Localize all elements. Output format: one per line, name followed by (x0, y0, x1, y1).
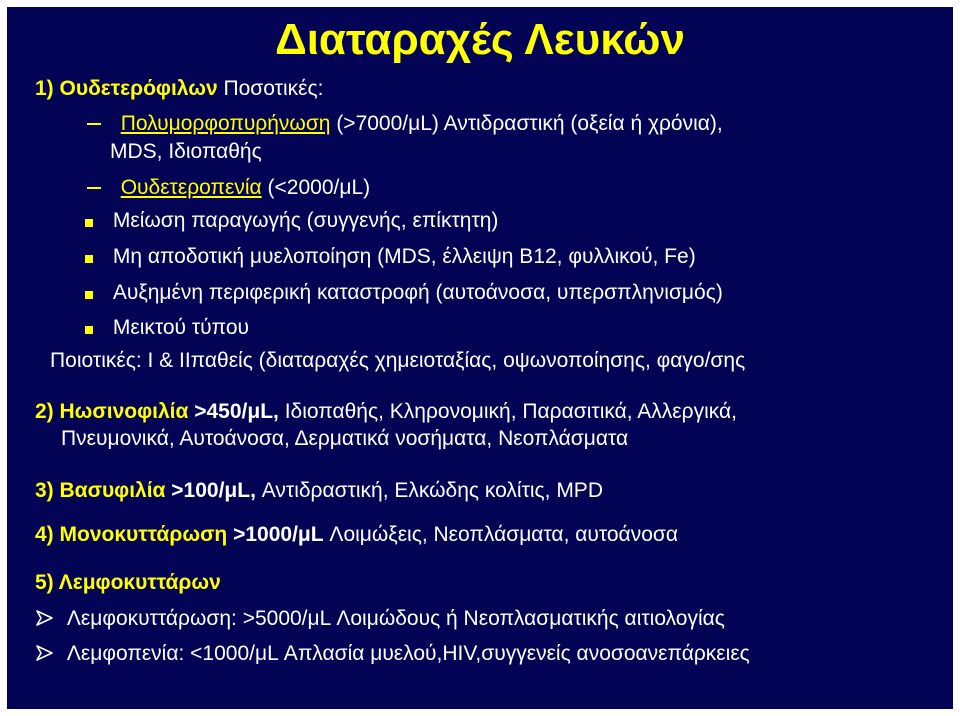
arrow-bullet-icon (35, 644, 55, 662)
lymphocyte-text: Λεμφοπενία: <1000/μL Απλασία μυελού,HIV,συγγενείς ανοσοανεπάρκειες (66, 642, 750, 665)
section-lymphocytes-heading: 5) Λεμφοκυττάρων (35, 571, 221, 594)
square-bullet-icon (85, 219, 93, 227)
dash-bullet-icon (87, 123, 101, 125)
cause-item (85, 244, 696, 270)
section-text-cont: Πνευμονικά, Αυτοάνοσα, Δερματικά νοσήματα, Νεοπλάσματα (61, 427, 629, 450)
cause-text: Μεικτού τύπου (112, 316, 249, 339)
qualitative-text: Ι & ΙΙπαθείς (διαταραχές χημειοταξίας, οψωνοποίησης, φαγο/σης (141, 349, 746, 372)
qualitative-line (50, 348, 745, 374)
lymphocyte-item (35, 606, 725, 632)
cause-text: Αυξημένη περιφερική καταστροφή (αυτοάνοσα, υπερσπληνισμός) (112, 281, 723, 304)
threshold-value: >100/μL, (165, 479, 256, 502)
neutropenia-line (87, 175, 370, 201)
polymorphonucleosis-term: Πολυμορφοπυρήνωση (120, 112, 331, 135)
lymphocyte-text: Λεμφοκυττάρωση: >5000/μL Λοιμώδους ή Νεοπλασματικής αιτιολογίας (66, 607, 725, 630)
section-heading: 4) Μονοκυττάρωση (35, 523, 228, 546)
section-basophilia (35, 478, 603, 504)
polymorphonucleosis-text: (>7000/μL) Αντιδραστική (οξεία ή χρόνια), (330, 112, 723, 135)
polymorphonucleosis-line (87, 111, 723, 137)
cause-item (85, 315, 249, 341)
slide (7, 7, 953, 709)
arrow-bullet-icon (35, 609, 55, 627)
cause-item (85, 280, 723, 306)
section-text: Αντιδραστική, Ελκώδης κολίτις, MPD (255, 479, 603, 502)
square-bullet-icon (85, 326, 93, 334)
section-text: Ιδιοπαθής, Κληρονομική, Παρασιτικά, Αλλεργικά, (278, 400, 737, 423)
neutropenia-text: (<2000/μL) (261, 176, 371, 199)
section-heading: 3) Βασυφιλία (35, 479, 166, 502)
threshold-value: >1000/μL (227, 523, 324, 546)
cause-text: Μη αποδοτική μυελοποίηση (MDS, έλλειψη Β12, φυλλικού, Fe) (112, 245, 696, 268)
qualitative-label: Ποιοτικές: (50, 349, 142, 372)
neutropenia-term: Ουδετεροπενία (120, 176, 262, 199)
section-heading: 2) Ηωσινοφιλία (35, 400, 189, 423)
lymphocyte-item (35, 641, 750, 667)
threshold-value: >450/μL, (188, 400, 279, 423)
square-bullet-icon (85, 291, 93, 299)
section-neutrophils (35, 76, 323, 102)
section-text: Λοιμώξεις, Νεοπλάσματα, αυτοάνοσα (323, 523, 678, 546)
slide-title: Διαταραχές Λευκών (275, 15, 685, 64)
polymorphonucleosis-cont: MDS, Ιδιοπαθής (110, 140, 262, 163)
dash-bullet-icon (87, 187, 101, 189)
section-monocytosis (35, 522, 678, 548)
square-bullet-icon (85, 255, 93, 263)
cause-text: Μείωση παραγωγής (συγγενής, επίκτητη) (112, 209, 499, 232)
section-eosinophilia (35, 399, 737, 425)
section-heading: 1) Ουδετερόφιλων (35, 77, 218, 100)
cause-item (85, 208, 498, 234)
quantitative-label: Ποσοτικές: (217, 77, 324, 100)
